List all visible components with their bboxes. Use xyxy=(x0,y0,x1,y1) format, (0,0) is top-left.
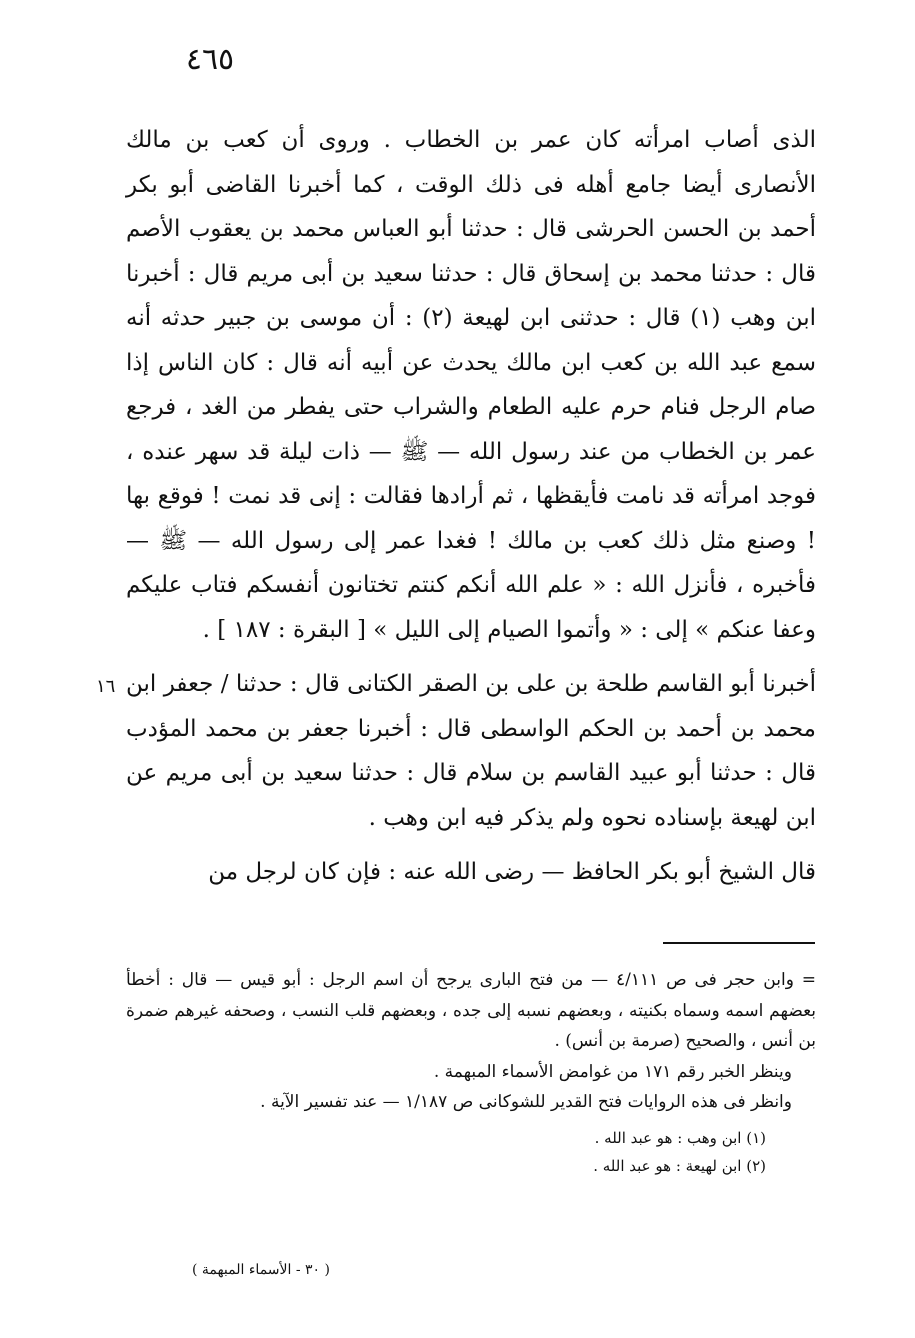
paragraph-2: أخبرنا أبو القاسم طلحة بن على بن الصقر الكتانى قال : حدثنا / جعفر ابن محمد بن أحمد بن الحكم الواسطى قال : أخبرنا جعفر بن محمد المؤدب قال : حدثنا أبو عبيد القاسم بن سلام قال : حدثنا سعيد بن أبى مريم عن ابن لهيعة بإسناده نحوه ولم يذكر فيه ابن وهب . xyxy=(126,671,816,831)
main-text xyxy=(126,118,816,895)
paragraph-3: قال الشيخ أبو بكر الحافظ — رضى الله عنه : فإن كان لرجل من xyxy=(208,859,816,885)
footnote-see-also: وينظر الخبر رقم ١٧١ من غوامض الأسماء المبهمة . xyxy=(433,1061,792,1082)
footnote-continuation: = وابن حجر فى ص ٤/١١١ — من فتح البارى يرجح أن اسم الرجل : أبو قيس — قال : أخطأ بعضهم اسمه وسماه بكنيته ، وبعضهم نسبه إلى جده ، وبعضهم قلب النسب ، وصحفه غيرهم ضمرة بن أنس ، والصحيح (صرمة بن أنس) . xyxy=(126,970,816,1051)
margin-number: ١٦ xyxy=(96,676,116,697)
footnote-also: وانظر فى هذه الروايات فتح القدير للشوكانى ص ١/١٨٧ — عند تفسير الآية . xyxy=(260,1092,792,1112)
paragraph-1: الذى أصاب امرأته كان عمر بن الخطاب . وروى أن كعب بن مالك الأنصارى أيضا جامع أهله فى ذلك الوقت ، كما أخبرنا القاضى أبو بكر أحمد بن الحسن الحرشى قال : حدثنا أبو العباس محمد بن يعقوب الأصم قال : حدثنا محمد بن إسحاق قال : حدثنا سعيد بن أبى مريم قال : أخبرنا ابن وهب (١) قال : حدثنى ابن لهيعة (٢) : أن موسى بن جبير حدثه أنه سمع عبد الله بن كعب ابن مالك يحدث عن أبيه أنه قال : كان الناس إذا صام الرجل فنام حرم عليه الطعام والشراب حتى يفطر من الغد ، فرجع عمر بن الخطاب من عند رسول الله — ﷺ — ذات ليلة قد سهر عنده ، فوجد امرأته قد نامت فأيقظها ، ثم أرادها فقالت : إنى قد نمت ! فوقع بها ! وصنع مثل ذلك كعب بن مالك ! فغدا عمر إلى رسول الله — ﷺ — فأخبره ، فأنزل الله : « علم الله أنكم كنتم تختانون أنفسكم فتاب عليكم وعفا عنكم » إلى : « وأتموا الصيام إلى الليل » [ البقرة : ١٨٧ ] . xyxy=(126,127,816,643)
page-number: ٤٦٥ xyxy=(185,42,235,77)
printer-signature: ( ٣٠ - الأسماء المبهمة ) xyxy=(191,1262,330,1278)
footnote-2: (٢) ابن لهيعة : هو عبد الله . xyxy=(593,1156,766,1175)
footnote-1: (١) ابن وهب : هو عبد الله . xyxy=(594,1128,766,1147)
footnotes xyxy=(126,965,816,1180)
footnote-divider xyxy=(663,942,815,944)
